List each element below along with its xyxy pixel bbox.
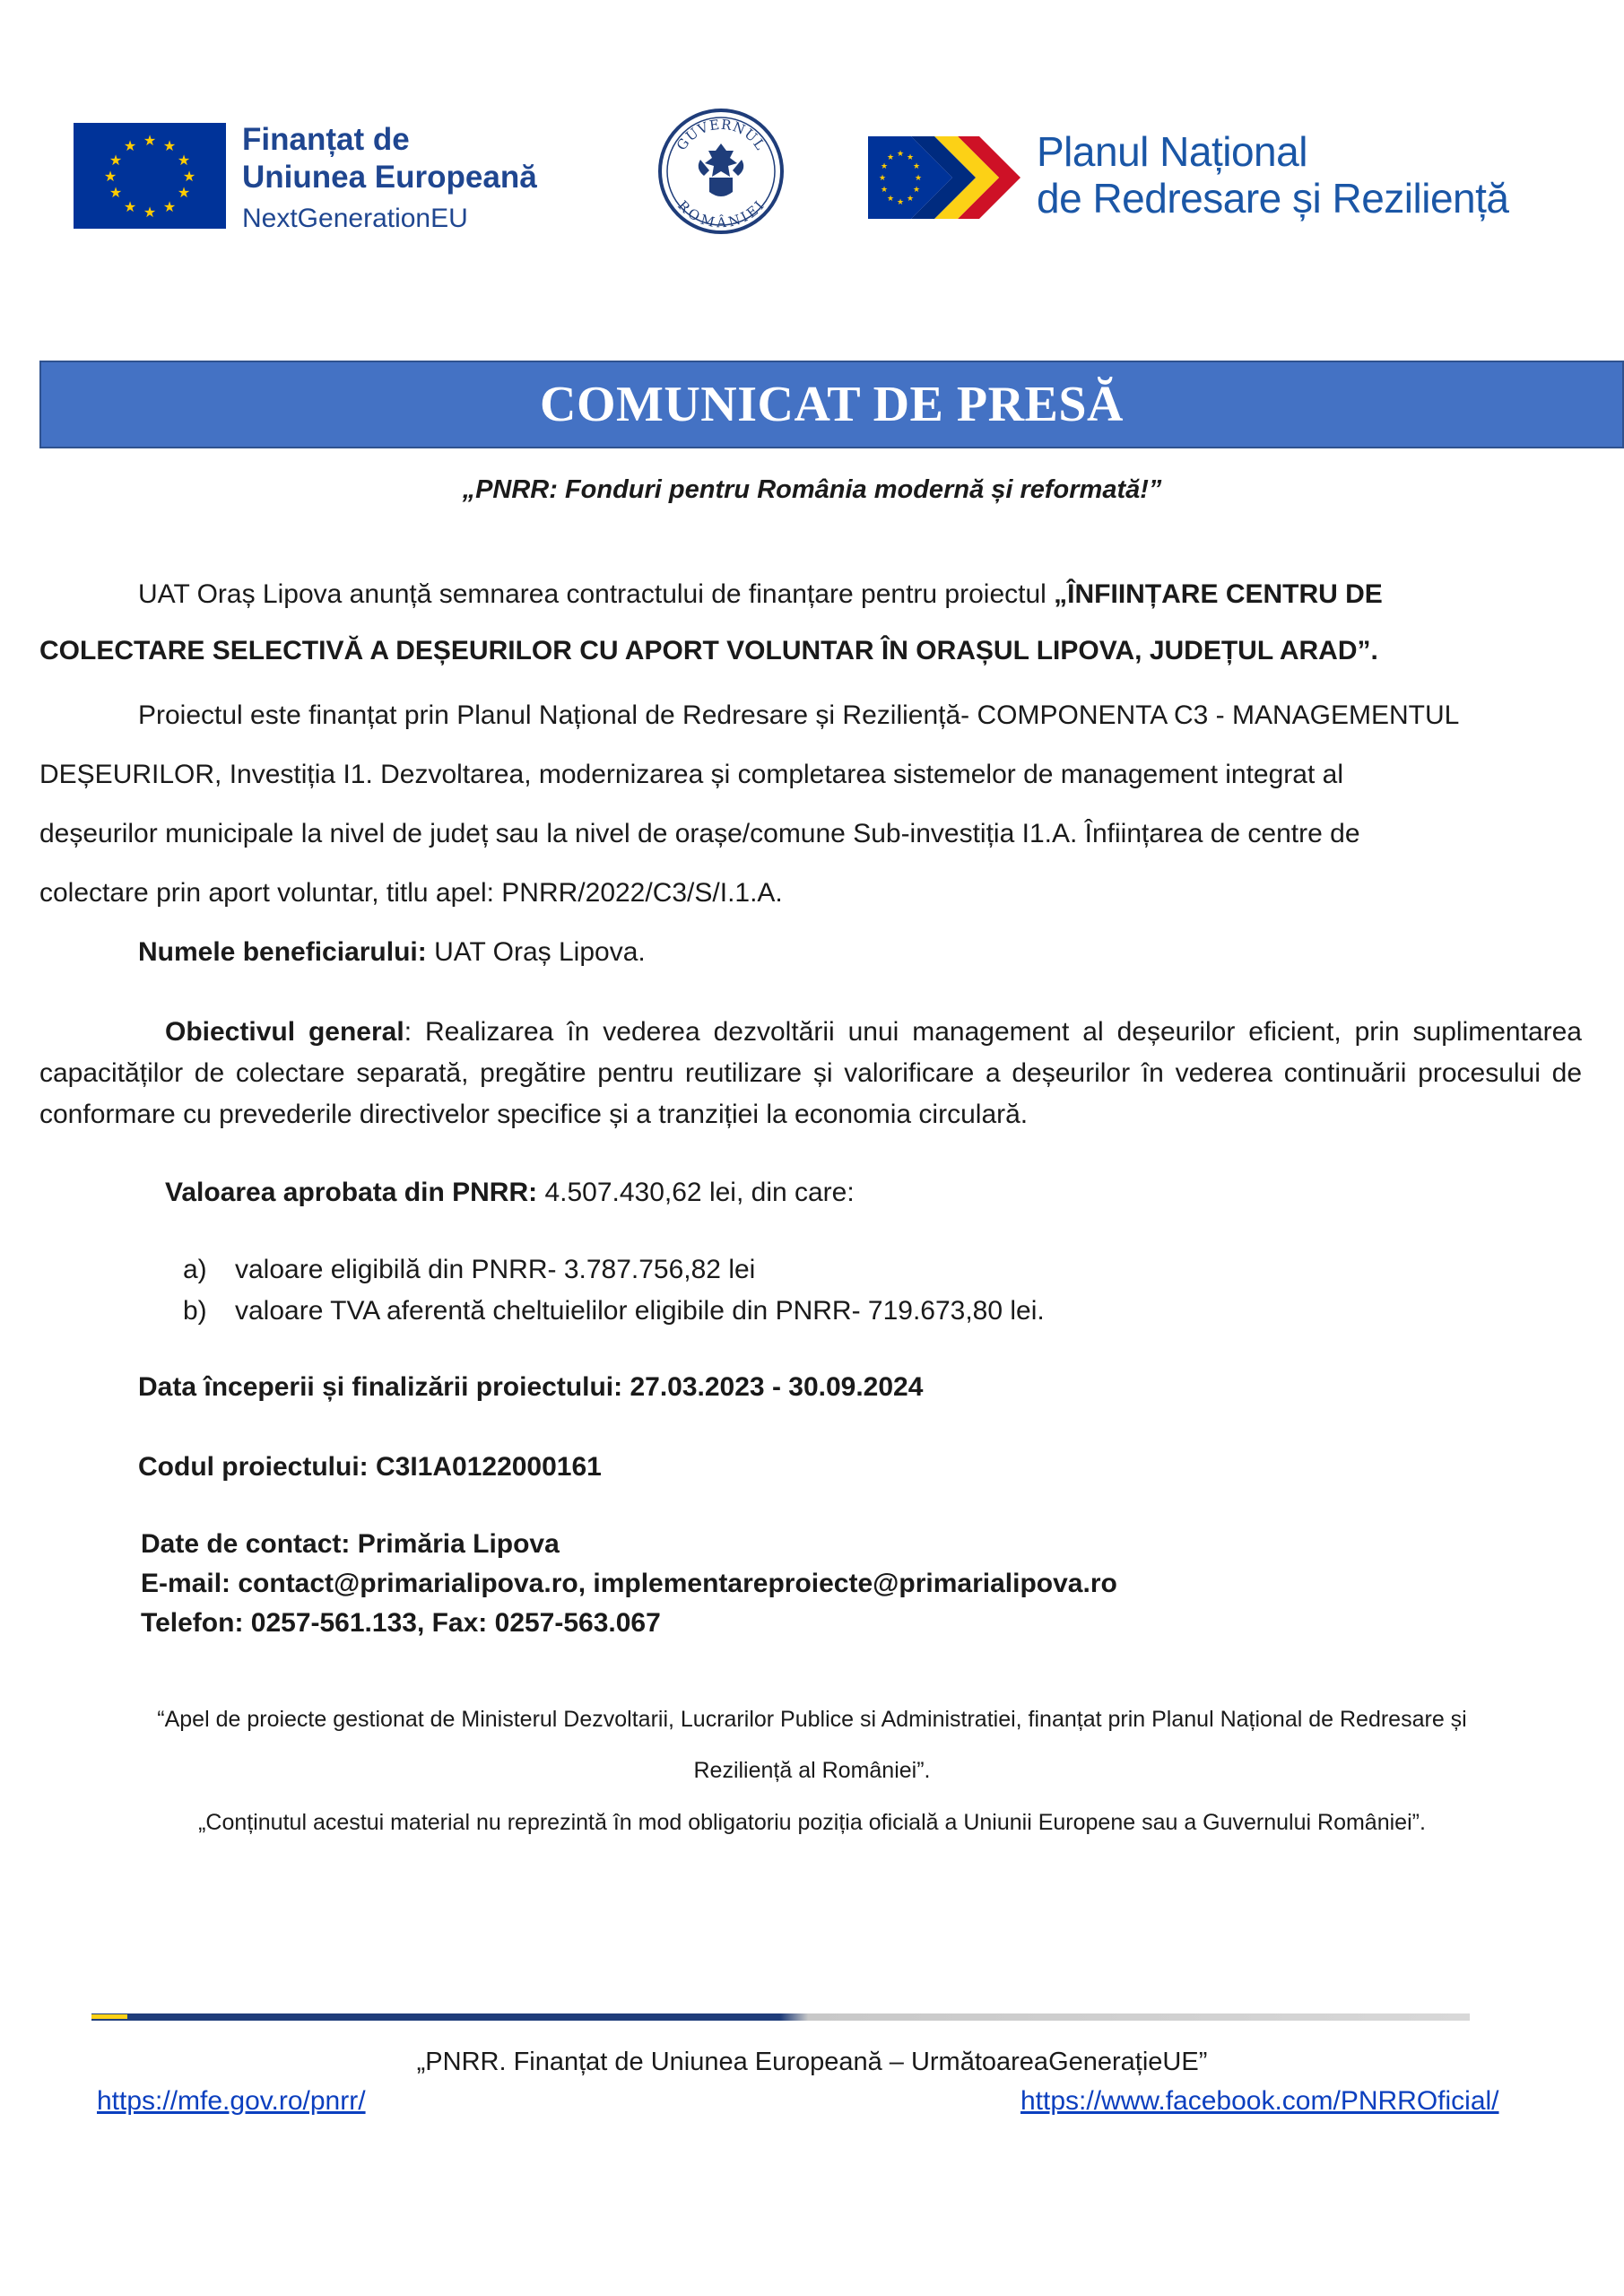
intro-lead: UAT Oraș Lipova anunță semnarea contractului de finanțare pentru proiectul <box>138 579 1055 609</box>
financing-line1: Proiectul este finanțat prin Planul Național de Redresare și Reziliență- COMPONENTA C3 - MANAGEMENTUL <box>138 700 1460 730</box>
pnrr-text <box>1037 128 1509 222</box>
beneficiary <box>138 935 646 970</box>
svg-text:★: ★ <box>880 186 889 195</box>
seal-text-top: GUVERNUL <box>673 116 769 154</box>
eu-funding-line3: NextGenerationEU <box>242 204 468 233</box>
svg-text:★: ★ <box>914 174 923 183</box>
eu-funding-line1: Finanțat de <box>242 122 410 157</box>
svg-text:★: ★ <box>878 174 887 183</box>
project-code: Codul proiectului: C3I1A0122000161 <box>138 1452 602 1482</box>
approved-value-amount: 4.507.430,62 lei, din care: <box>537 1178 855 1207</box>
project-title-part2: COLECTARE SELECTIVĂ A DEȘEURILOR CU APORT VOLUNTAR ÎN ORAȘUL LIPOVA, JUDEȚUL ARAD”. <box>39 636 1378 665</box>
objective-text: : Realizarea în vederea dezvoltării unui management al deșeurilor eficient, prin suplimentarea capacităților de colectare separată, pregătire pentru reutilizare și valorificare a deșeurilor în vederea continuării procesului de conformare cu prevederile directivelor specifice și a tranziției la economia circulară. <box>39 1017 1582 1129</box>
approved-value <box>165 1175 855 1211</box>
disclaimer-line2: Reziliență al României”. <box>693 1758 931 1783</box>
svg-text:★: ★ <box>177 152 191 169</box>
objective-paragraph <box>39 1012 1582 1135</box>
beneficiary-label: Numele beneficiarului: <box>138 937 427 967</box>
contact-email: E-mail: contact@primarialipova.ro, implementareproiecte@primarialipova.ro <box>141 1569 1117 1598</box>
list-marker: a) <box>183 1255 207 1284</box>
list-marker: b) <box>183 1296 207 1326</box>
value-list-item <box>183 1291 1045 1332</box>
svg-text:★: ★ <box>123 198 137 215</box>
contact-line1: Date de contact: Primăria Lipova <box>141 1529 560 1559</box>
svg-text:★: ★ <box>103 168 117 185</box>
svg-text:★: ★ <box>906 153 915 162</box>
beneficiary-value: UAT Oraș Lipova. <box>426 937 646 967</box>
financing-line4: colectare prin aport voluntar, titlu apel: PNRR/2022/C3/S/I.1.A. <box>39 878 783 908</box>
eu-funding-line2: Uniunea Europeană <box>242 160 537 195</box>
list-item-text: valoare eligibilă din PNRR- 3.787.756,82 lei <box>235 1255 756 1284</box>
svg-text:★: ★ <box>109 152 123 169</box>
footer-tagline: „PNRR. Finanțat de Uniunea Europeană – UrmătoareaGenerațieUE” <box>416 2048 1208 2076</box>
facebook-link[interactable]: https://www.facebook.com/PNRROficial/ <box>1020 2086 1499 2116</box>
svg-text:★: ★ <box>143 132 157 149</box>
value-list-item <box>183 1249 755 1291</box>
intro-line1 <box>138 577 1383 613</box>
pnrr-line2: de Redresare și Reziliență <box>1037 175 1509 222</box>
svg-text:★: ★ <box>912 162 921 171</box>
disclaimer-line1: “Apel de proiecte gestionat de Ministerul Dezvoltarii, Lucrarilor Publice si Administratiei, finanțat prin Planul Național de Redresare și <box>157 1707 1467 1732</box>
svg-text:★: ★ <box>906 195 915 204</box>
subtitle: „PNRR: Fonduri pentru România modernă și reformată!” <box>462 475 1162 504</box>
project-title-part1: „ÎNFIINȚARE CENTRU DE <box>1054 579 1383 609</box>
title-banner <box>39 361 1624 448</box>
eu-flag-icon <box>74 123 226 229</box>
svg-text:★: ★ <box>162 137 177 154</box>
pnrr-line1: Planul Național <box>1037 128 1307 175</box>
svg-text:★: ★ <box>880 162 889 171</box>
eu-funding-text <box>242 121 537 238</box>
footer-divider <box>91 2007 1470 2014</box>
contact-phone: Telefon: 0257-561.133, Fax: 0257-563.067 <box>141 1608 661 1638</box>
svg-text:★: ★ <box>182 168 196 185</box>
svg-text:★: ★ <box>123 137 137 154</box>
pnrr-website-link[interactable]: https://mfe.gov.ro/pnrr/ <box>97 2086 366 2116</box>
svg-text:★: ★ <box>162 198 177 215</box>
svg-text:★: ★ <box>886 153 895 162</box>
svg-text:★: ★ <box>886 195 895 204</box>
financing-line3: deșeurilor municipale la nivel de județ sau la nivel de orașe/comune Sub-investiția I1.A. Înființarea de centre de <box>39 819 1360 848</box>
coat-of-arms-icon <box>657 108 785 235</box>
list-item-text: valoare TVA aferentă cheltuielilor eligibile din PNRR- 719.673,80 lei. <box>235 1296 1045 1326</box>
seal-text-bottom: ROMÂNIEI <box>674 197 769 231</box>
approved-value-label: Valoarea aprobata din PNRR: <box>165 1178 538 1207</box>
project-dates: Data începerii și finalizării proiectului: 27.03.2023 - 30.09.2024 <box>138 1372 924 1402</box>
page-title: COMUNICAT DE PRESĂ <box>540 377 1124 432</box>
financing-line2: DEȘEURILOR, Investiția I1. Dezvoltarea, modernizarea și completarea sistemelor de management integrat al <box>39 760 1343 789</box>
svg-text:★: ★ <box>912 186 921 195</box>
svg-text:★: ★ <box>177 184 191 201</box>
pnrr-flag-icon <box>868 133 1020 222</box>
svg-text:★: ★ <box>896 198 905 207</box>
svg-text:★: ★ <box>109 184 123 201</box>
svg-text:★: ★ <box>896 150 905 159</box>
svg-text:★: ★ <box>143 204 157 221</box>
objective-label: Obiectivul general <box>165 1017 404 1047</box>
disclaimer-line3: „Conținutul acestui material nu reprezintă în mod obligatoriu poziția oficială a Uniunii Europene sau a Guvernului României”. <box>198 1810 1426 1835</box>
